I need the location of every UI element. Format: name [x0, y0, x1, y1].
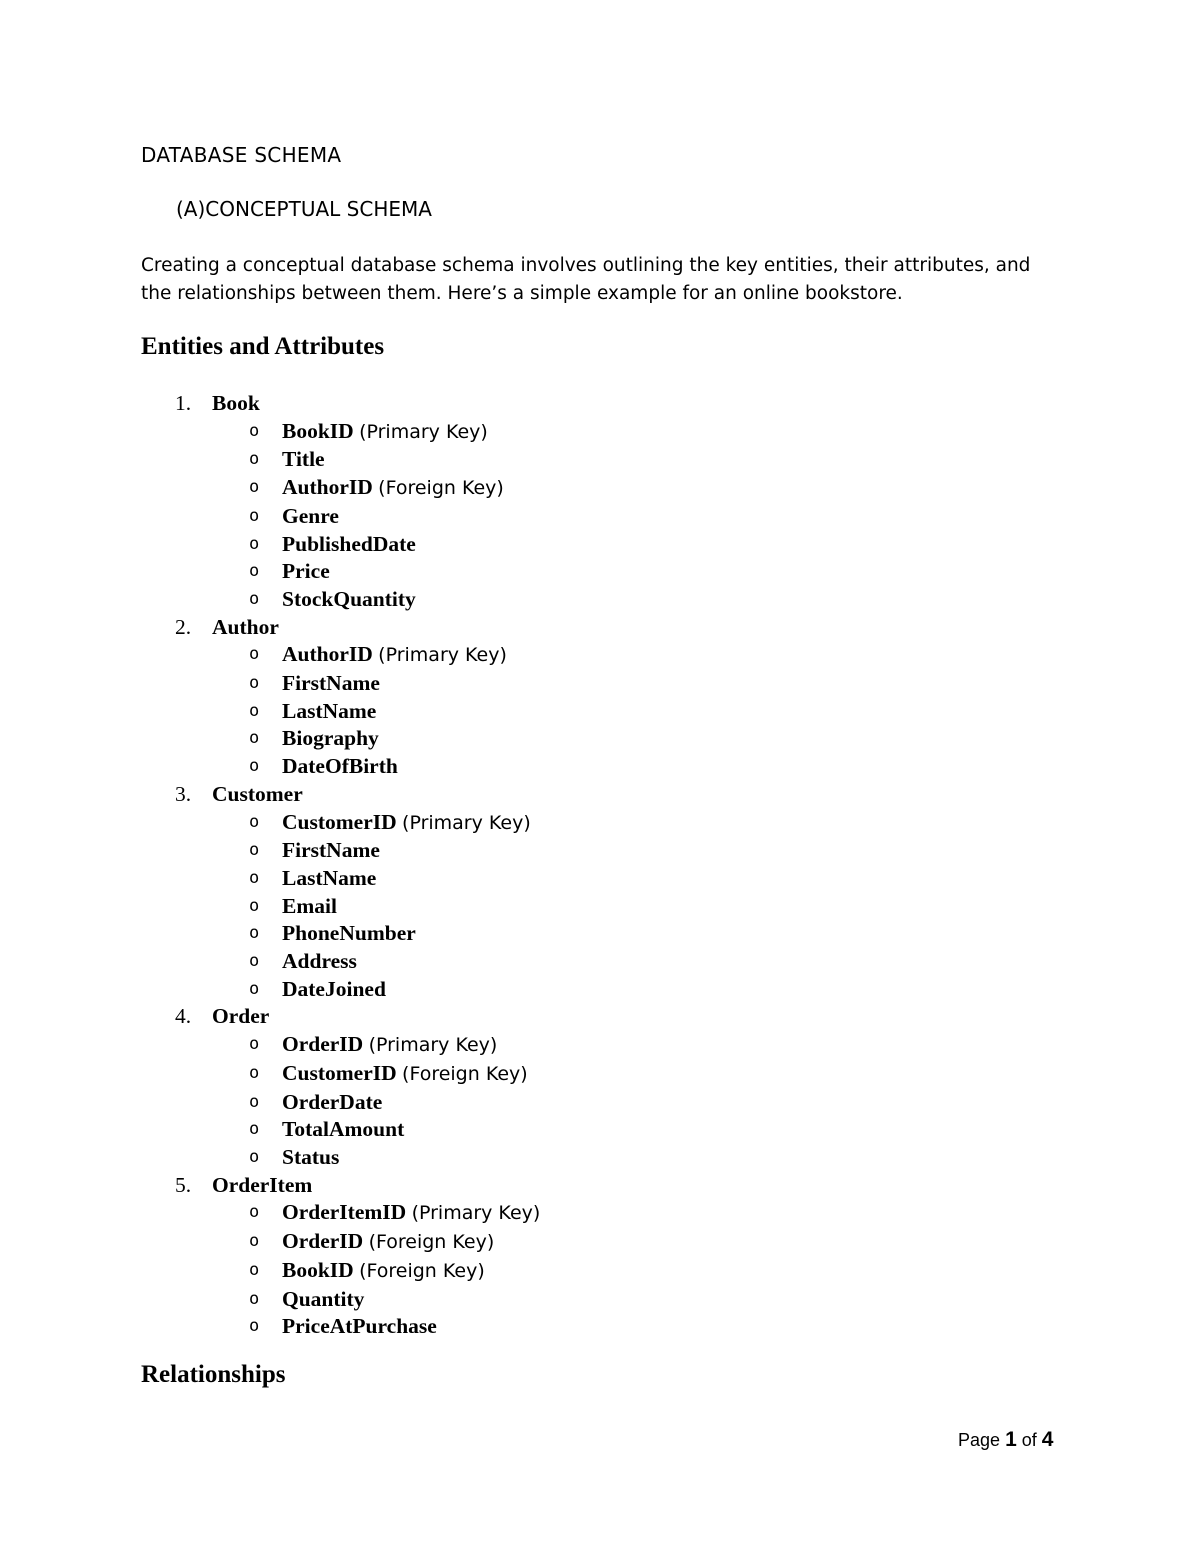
attribute-key-note: (Primary Key) [411, 1202, 541, 1225]
attribute-name: DateOfBirth [282, 754, 398, 779]
attribute-name: TotalAmount [282, 1117, 405, 1142]
intro-line-2: the relationships between them. Here’s a simple example for an online bookstore. [141, 283, 903, 304]
attribute-name: OrderID [282, 1229, 364, 1254]
bullet-icon: o [249, 923, 260, 944]
attribute-item [212, 809, 540, 838]
bullet-icon: o [249, 1259, 260, 1280]
bullet-icon: o [249, 700, 260, 721]
bullet-icon: o [249, 505, 260, 526]
bullet-icon: o [249, 1316, 260, 1337]
attribute-item [212, 1228, 540, 1257]
attribute-name: LastName [282, 698, 377, 723]
attribute-name: OrderDate [282, 1089, 383, 1114]
attribute-item [212, 948, 540, 976]
attribute-item [212, 1060, 540, 1089]
bullet-icon: o [249, 1288, 260, 1309]
attribute-item [212, 1144, 540, 1172]
entity-item [141, 390, 540, 614]
attribute-name: PublishedDate [282, 531, 416, 556]
attribute-name: Quantity [282, 1286, 365, 1311]
attribute-item [212, 865, 540, 893]
bullet-icon: o [249, 895, 260, 916]
attribute-item [212, 474, 540, 503]
bullet-icon: o [249, 644, 260, 665]
bullet-icon: o [249, 561, 260, 582]
page-number-footer [958, 1428, 1053, 1452]
attribute-item [212, 893, 540, 921]
entity-item [141, 1003, 540, 1171]
attribute-name: AuthorID [282, 642, 373, 667]
entity-list [141, 390, 540, 1341]
heading-entities-and-attributes: Entities and Attributes [141, 333, 385, 360]
attribute-name: Title [282, 447, 325, 472]
attribute-key-note: (Foreign Key) [359, 1259, 485, 1282]
section-title: (A)CONCEPTUAL SCHEMA [176, 197, 432, 221]
attribute-key-note: (Foreign Key) [378, 477, 504, 500]
entity-name: OrderItem [212, 1172, 313, 1197]
entity-number: 4. [175, 1004, 192, 1029]
attribute-name: OrderItemID [282, 1200, 407, 1225]
attribute-item [212, 1199, 540, 1228]
attribute-item [212, 586, 540, 614]
current-page-number: 1 [1005, 1428, 1017, 1451]
attribute-item [212, 670, 540, 698]
attribute-item [212, 558, 540, 586]
attribute-item [212, 753, 540, 781]
attribute-item [212, 1313, 540, 1341]
bullet-icon: o [249, 449, 260, 470]
attribute-list [212, 1031, 540, 1172]
bullet-icon: o [249, 867, 260, 888]
entity-item [141, 781, 540, 1004]
attribute-item [212, 920, 540, 948]
attribute-key-note: (Foreign Key) [368, 1231, 495, 1254]
entity-number: 2. [175, 614, 192, 639]
attribute-key-note: (Foreign Key) [402, 1062, 528, 1085]
attribute-name: Email [282, 893, 337, 918]
attribute-name: FirstName [282, 671, 380, 696]
attribute-list [212, 641, 540, 781]
attribute-list [212, 1199, 540, 1341]
intro-paragraph [141, 252, 1061, 308]
entity-item [141, 1172, 540, 1341]
attribute-item [212, 418, 540, 447]
bullet-icon: o [249, 673, 260, 694]
entity-number: 1. [175, 391, 192, 415]
bullet-icon: o [249, 756, 260, 777]
bullet-icon: o [249, 728, 260, 749]
bullet-icon: o [249, 533, 260, 554]
entity-item [141, 614, 540, 781]
attribute-item [212, 1089, 540, 1117]
attribute-name: CustomerID [282, 1060, 397, 1085]
attribute-name: AuthorID [282, 475, 373, 500]
total-pages-number: 4 [1041, 1428, 1054, 1451]
entity-name: Customer [212, 781, 303, 806]
bullet-icon: o [249, 1034, 260, 1055]
attribute-item [212, 725, 540, 753]
attribute-name: Price [282, 559, 330, 584]
bullet-icon: o [249, 978, 260, 999]
attribute-key-note: (Primary Key) [368, 1034, 498, 1057]
attribute-key-note: (Primary Key) [359, 420, 488, 443]
attribute-item [212, 1286, 540, 1314]
bullet-icon: o [249, 420, 260, 441]
attribute-item [212, 446, 540, 474]
of-label: of [1021, 1430, 1037, 1450]
attribute-name: OrderID [282, 1032, 364, 1057]
entity-name: Order [212, 1004, 270, 1029]
bullet-icon: o [249, 1119, 260, 1140]
attribute-name: BookID [282, 418, 354, 443]
attribute-item [212, 976, 540, 1004]
attribute-item [212, 503, 540, 531]
bullet-icon: o [249, 1231, 260, 1252]
bullet-icon: o [249, 477, 260, 498]
intro-line-1: Creating a conceptual database schema involves outlining the key entities, their attributes, and [141, 255, 1031, 276]
attribute-name: StockQuantity [282, 586, 416, 611]
heading-relationships: Relationships [141, 1361, 286, 1388]
attribute-item [212, 1257, 540, 1286]
attribute-item [212, 837, 540, 865]
document-title: DATABASE SCHEMA [141, 143, 342, 167]
bullet-icon: o [249, 1202, 260, 1223]
attribute-name: FirstName [282, 838, 380, 863]
attribute-item [212, 1031, 540, 1060]
attribute-name: Status [282, 1144, 340, 1169]
attribute-name: Address [282, 949, 357, 974]
entity-name: Book [212, 391, 260, 415]
entity-name: Author [212, 614, 279, 639]
attribute-item [212, 1116, 540, 1144]
bullet-icon: o [249, 951, 260, 972]
attribute-list [212, 809, 540, 1004]
attribute-name: PriceAtPurchase [282, 1314, 437, 1339]
attribute-item [212, 531, 540, 559]
bullet-icon: o [249, 588, 260, 609]
page-label: Page [958, 1430, 1001, 1450]
attribute-list [212, 418, 540, 614]
attribute-item [212, 641, 540, 670]
attribute-name: CustomerID [282, 809, 397, 834]
attribute-name: LastName [282, 865, 377, 890]
entity-number: 5. [175, 1172, 192, 1197]
bullet-icon: o [249, 1091, 260, 1112]
entity-number: 3. [175, 781, 192, 806]
attribute-name: Genre [282, 503, 339, 528]
attribute-key-note: (Primary Key) [378, 644, 507, 667]
attribute-key-note: (Primary Key) [402, 811, 531, 834]
attribute-name: BookID [282, 1257, 354, 1282]
bullet-icon: o [249, 840, 260, 861]
bullet-icon: o [249, 1146, 260, 1167]
bullet-icon: o [249, 1062, 260, 1083]
attribute-name: PhoneNumber [282, 921, 416, 946]
bullet-icon: o [249, 811, 260, 832]
attribute-name: Biography [282, 726, 379, 751]
attribute-item [212, 698, 540, 726]
attribute-name: DateJoined [282, 976, 386, 1001]
